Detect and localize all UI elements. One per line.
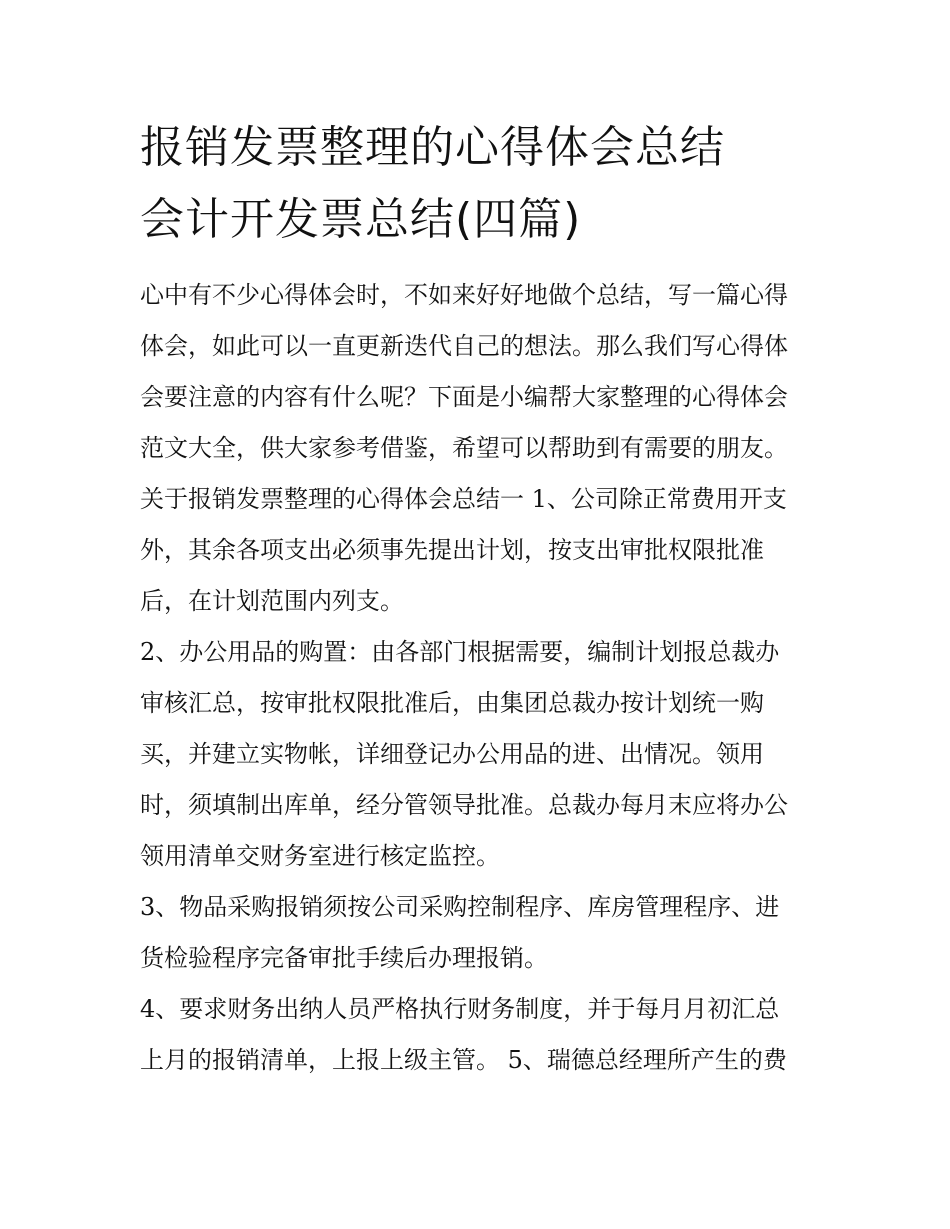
document-title [140, 112, 820, 256]
text-line: 心中有不少心得体会时，不如来好好地做个总结，写一篇心得 [140, 281, 788, 309]
paragraph-item-3 [140, 882, 820, 984]
text-line: 范文大全，供大家参考借鉴，希望可以帮助到有需要的朋友。 [140, 434, 788, 462]
text-line: 时，须填制出库单，经分管领导批准。总裁办每月末应将办公 [140, 791, 788, 819]
text-line: 4、要求财务出纳人员严格执行财务制度，并于每月月初汇总 [140, 995, 780, 1023]
text-line: 上月的报销清单，上报上级主管。 5、瑞德总经理所产生的费 [140, 1046, 787, 1074]
text-line: 外，其余各项支出必须事先提出计划，按支出审批权限批准 [140, 536, 764, 564]
text-line: 3、物品采购报销须按公司采购控制程序、库房管理程序、进 [140, 893, 780, 921]
text-line: 2、办公用品的购置：由各部门根据需要，编制计划报总裁办 [140, 638, 780, 666]
document-content [140, 112, 820, 1086]
text-line: 买，并建立实物帐，详细登记办公用品的进、出情况。领用 [140, 740, 764, 768]
text-line: 审核汇总，按审批权限批准后，由集团总裁办按计划统一购 [140, 689, 764, 717]
paragraph-item-4 [140, 984, 820, 1086]
text-line: 领用清单交财务室进行核定监控。 [140, 842, 500, 870]
paragraph-item-2 [140, 627, 820, 882]
text-line: 货检验程序完备审批手续后办理报销。 [140, 944, 548, 972]
paragraph-intro [140, 270, 820, 627]
text-line: 后，在计划范围内列支。 [140, 587, 404, 615]
text-line: 会要注意的内容有什么呢？下面是小编帮大家整理的心得体会 [140, 383, 788, 411]
document-body [140, 270, 820, 1086]
text-line: 关于报销发票整理的心得体会总结一 1、公司除正常费用开支 [140, 485, 787, 513]
title-line: 报销发票整理的心得体会总结 [140, 122, 725, 173]
text-line: 体会，如此可以一直更新迭代自己的想法。那么我们写心得体 [140, 332, 788, 360]
title-line: 会计开发票总结(四篇) [140, 194, 582, 245]
